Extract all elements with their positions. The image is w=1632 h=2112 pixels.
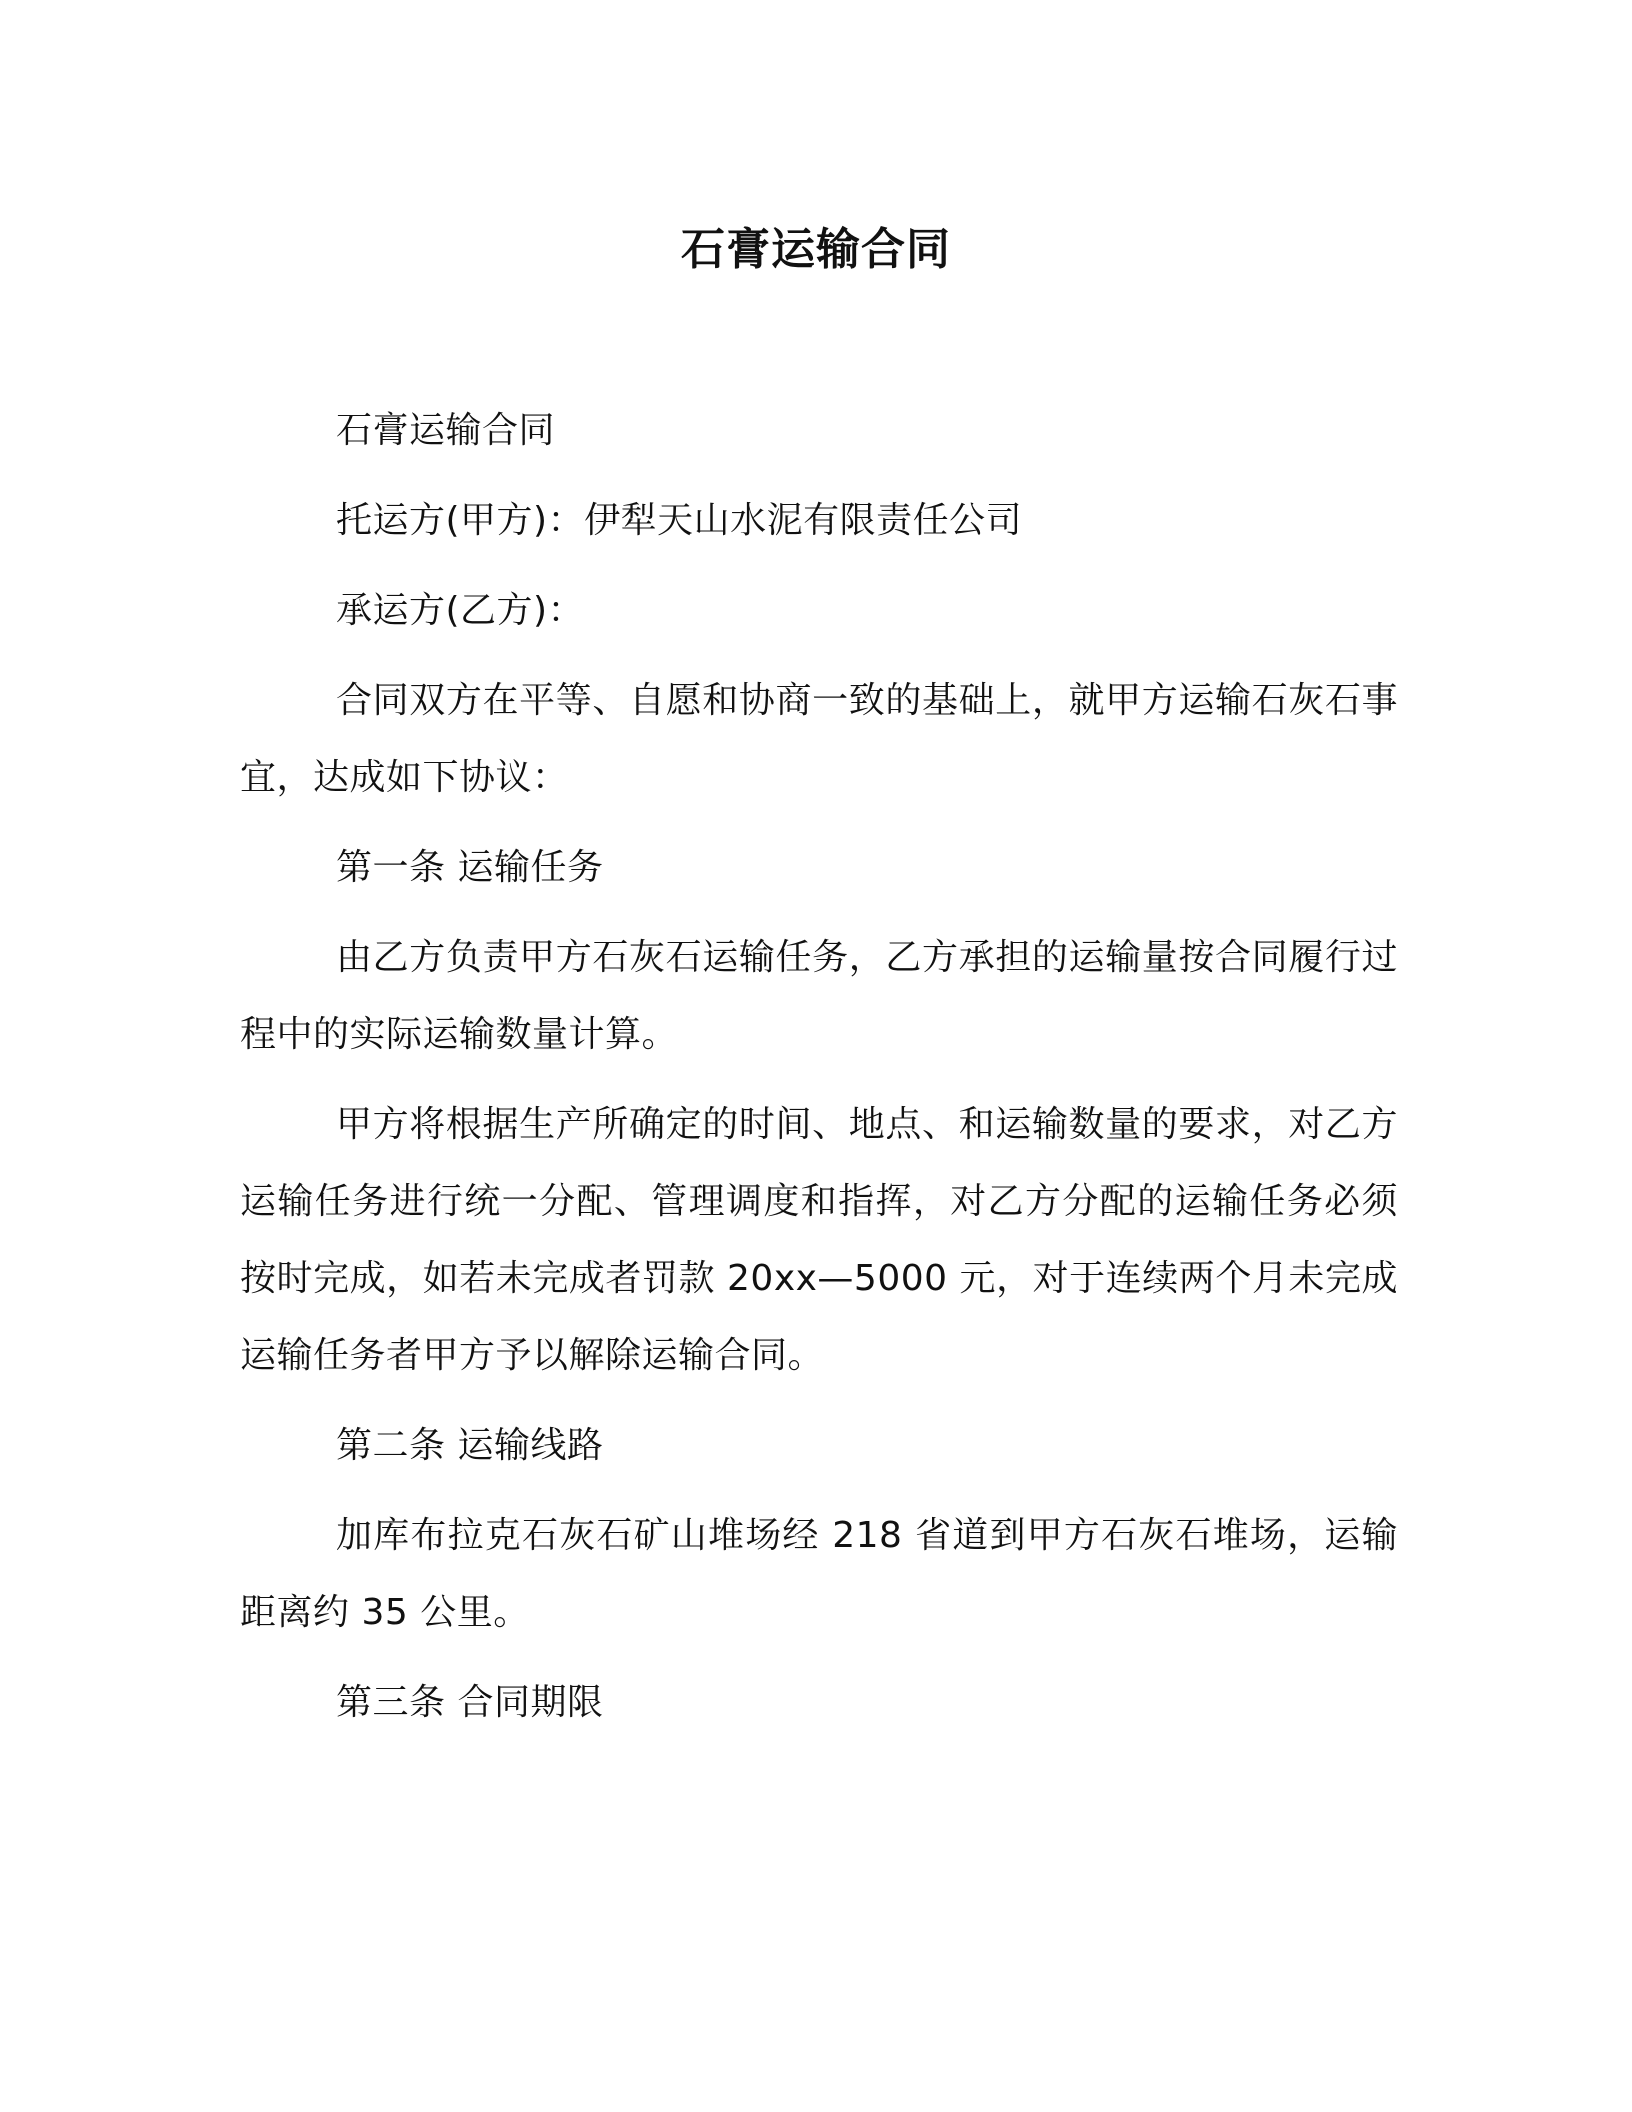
shipper-paragraph: 托运方(甲方)：伊犁天山水泥有限责任公司	[336, 500, 1023, 541]
article-3-heading: 第三条 合同期限	[336, 1682, 604, 1723]
article-2-heading: 第二条 运输线路	[336, 1425, 604, 1466]
article-2-paragraph: 加库布拉克石灰石矿山堆场经 218 省道到甲方石灰石堆场，运输距离约 35 公里。	[240, 1515, 1398, 1633]
carrier-paragraph: 承运方(乙方)：	[336, 590, 585, 631]
document-body	[240, 392, 1398, 1754]
article-1-heading: 第一条 运输任务	[336, 847, 604, 888]
subtitle-paragraph: 石膏运输合同	[336, 410, 556, 451]
document-title: 石膏运输合同	[681, 224, 951, 275]
article-1-paragraph-1: 由乙方负责甲方石灰石运输任务，乙方承担的运输量按合同履行过程中的实际运输数量计算。	[240, 937, 1398, 1055]
preamble-paragraph: 合同双方在平等、自愿和协商一致的基础上，就甲方运输石灰石事宜，达成如下协议：	[240, 680, 1398, 798]
article-1-paragraph-2: 甲方将根据生产所确定的时间、地点、和运输数量的要求，对乙方运输任务进行统一分配、管理调度和指挥，对乙方分配的运输任务必须按时完成，如若未完成者罚款 20xx—5000 元，对于连续两个月未完成运输任务者甲方予以解除运输合同。	[240, 1104, 1398, 1376]
